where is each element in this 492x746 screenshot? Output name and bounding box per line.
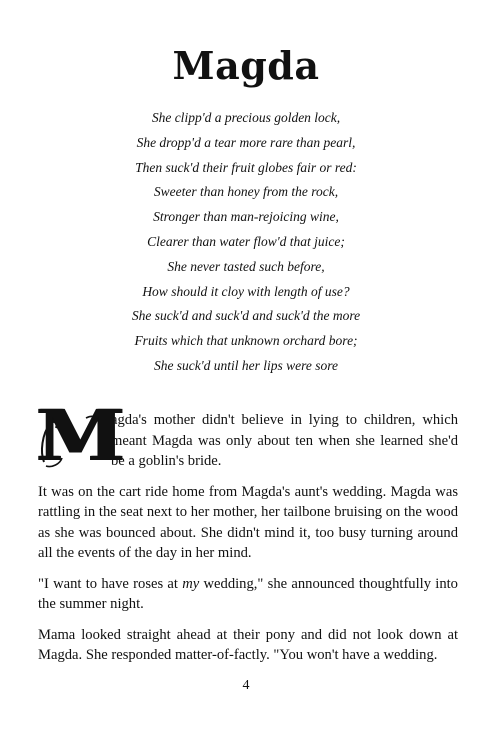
poem-line: Fruits which that unknown orchard bore; — [134, 333, 358, 349]
poem-line: She dropp'd a tear more rare than pearl, — [136, 134, 356, 150]
epigraph-poem — [0, 106, 492, 379]
poem-line: Clearer than water flow'd that juice; — [147, 233, 345, 249]
paragraph — [36, 394, 458, 477]
poem-line: She suck'd until her lips were sore — [153, 357, 339, 373]
body-text — [36, 394, 458, 676]
drop-cap-letter: M — [36, 394, 126, 477]
drop-cap — [36, 394, 126, 477]
poem-line: How should it cloy with length of use? — [142, 283, 350, 299]
poem-line: She suck'd and suck'd and suck'd the more — [131, 308, 361, 324]
paragraph-text: wedding," she announced thoughtfully into the summer night. — [38, 575, 458, 612]
paragraph — [38, 574, 458, 615]
poem-line: Sweeter than honey from the rock, — [153, 184, 339, 200]
chapter-title: Magda — [172, 43, 320, 88]
emphasis-text: my — [182, 575, 200, 592]
paragraph-text: agda's mother didn't believe in lying to children, which meant Magda was only about ten when she learned she'd be a goblin's bride. — [111, 412, 458, 469]
paragraph: It was on the cart ride home from Magda's aunt's wedding. Magda was rattling in the seat next to her mother, her tailbone bruising on the wood as she was bounced about. She didn't mind it, too busy turning around all the events of the day in her mind. — [38, 483, 458, 561]
paragraph-text: "I want to have roses at — [38, 575, 183, 592]
poem-line: Stronger than man-rejoicing wine, — [153, 209, 339, 225]
paragraph: Mama looked straight ahead at their pony and did not look down at Magda. She responded matter-of-factly. "You won't have a wedding. — [38, 626, 458, 663]
poem-line: She never tasted such before, — [167, 258, 325, 274]
page-number: 4 — [242, 678, 250, 693]
poem-line: Then suck'd their fruit globes fair or red: — [135, 159, 357, 175]
poem-line: She clipp'd a precious golden lock, — [151, 110, 341, 125]
